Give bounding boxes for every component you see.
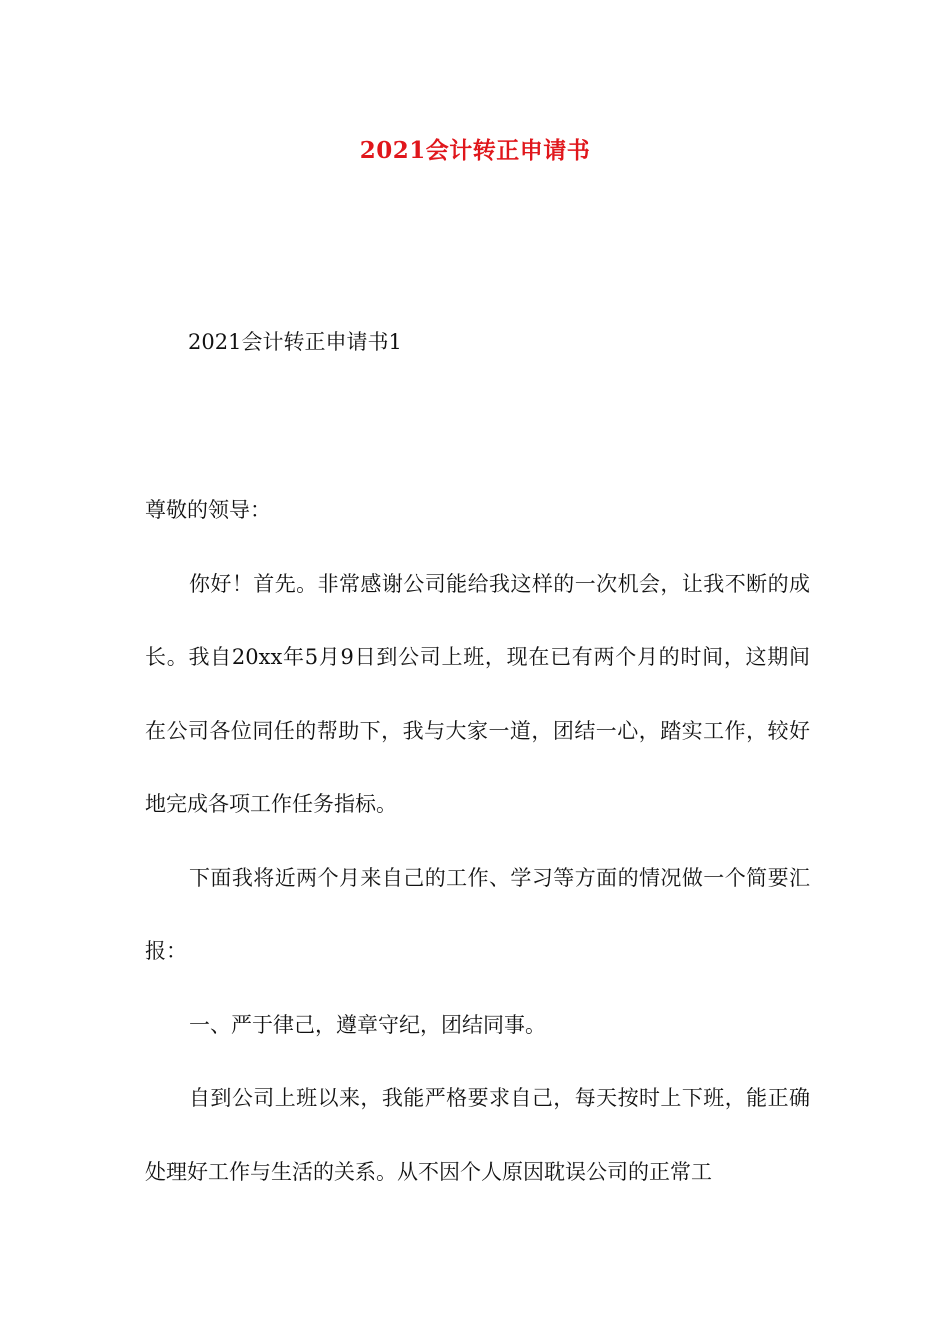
document-body	[145, 474, 810, 1209]
section-heading: 2021会计转正申请书1	[188, 330, 402, 354]
paragraph-gratitude: 你好！首先。非常感谢公司能给我这样的一次机会，让我不断的成长。我自20xx年5月9日到公司上班，现在已有两个月的时间，这期间在公司各位同任的帮助下，我与大家一道，团结一心，踏实工作，较好地完成各项工作任务指标。	[145, 571, 810, 816]
salutation: 尊敬的领导：	[145, 498, 271, 522]
paragraph-report-intro: 下面我将近两个月来自己的工作、学习等方面的情况做一个简要汇报：	[145, 865, 810, 963]
document-title: 2021会计转正申请书	[359, 137, 591, 164]
section-one-heading: 一、严于律己，遵章守纪，团结同事。	[189, 1012, 546, 1037]
paragraph-self-discipline: 自到公司上班以来，我能严格要求自己，每天按时上下班，能正确处理好工作与生活的关系。从不因个人原因耽误公司的正常工	[145, 1086, 810, 1184]
